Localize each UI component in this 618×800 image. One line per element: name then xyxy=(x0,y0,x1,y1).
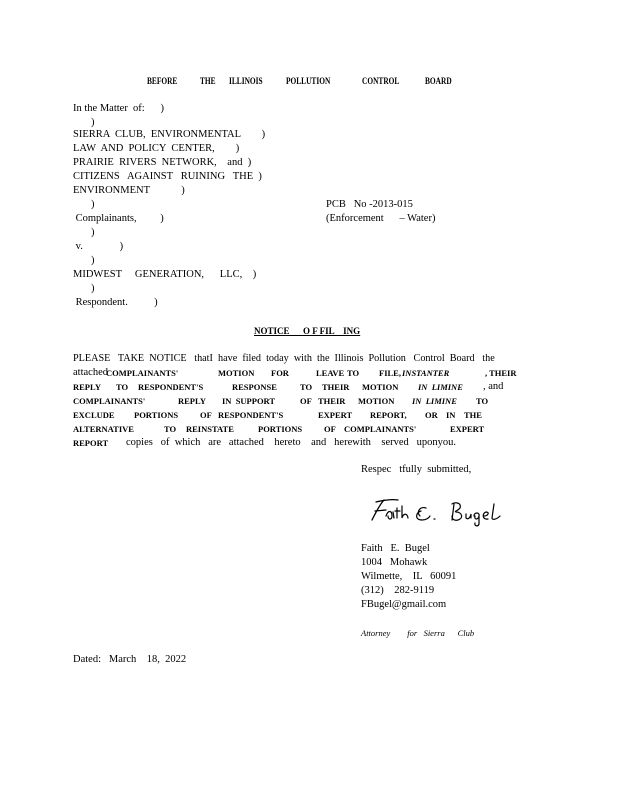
caption-line: ) xyxy=(91,117,95,128)
body-word: IN SUPPORT xyxy=(222,396,276,406)
body-word: TO xyxy=(347,368,360,378)
attorney-for: Attorney for Sierra Club xyxy=(361,628,475,638)
caption-line: MIDWEST GENERATION, LLC, ) xyxy=(73,269,257,280)
body-word: TO xyxy=(116,382,129,392)
caption-line: ) xyxy=(91,199,95,210)
body-word: IN xyxy=(446,410,456,420)
body-word: , THEIR xyxy=(485,368,517,378)
body-word: REPORT, xyxy=(370,410,407,420)
body-word: OF xyxy=(300,396,312,406)
enforcement-type: (Enforcement – Water) xyxy=(326,213,436,224)
body-word: LEAVE xyxy=(316,368,345,378)
header-board: BOARD xyxy=(425,76,452,86)
body-word: THE xyxy=(464,410,482,420)
body-word: REINSTATE xyxy=(186,424,234,434)
caption-line: Respondent. ) xyxy=(73,297,158,308)
caption-line: ) xyxy=(91,283,95,294)
body-word: MOTION xyxy=(362,382,399,392)
header-control: CONTROL xyxy=(362,76,400,86)
body-word: REPLY xyxy=(178,396,207,406)
body-word: OF xyxy=(200,410,212,420)
body-word: IN LIMINE xyxy=(418,382,463,392)
attorney-phone: (312) 282-9119 xyxy=(361,585,435,596)
body-word: IN LIMINE xyxy=(412,396,457,406)
notice-title: NOTICE O F FIL ING xyxy=(254,326,361,336)
body-word: FILE, xyxy=(379,368,401,378)
header-illinois: ILLINOIS xyxy=(229,76,263,86)
body-word: THEIR xyxy=(318,396,346,406)
caption-line: ) xyxy=(91,227,95,238)
body-word: FOR xyxy=(271,368,289,378)
case-number: PCB No -2013-015 xyxy=(326,199,413,210)
caption-line: In the Matter of: ) xyxy=(73,103,164,114)
body-word: EXPERT xyxy=(318,410,353,420)
body-word: TO xyxy=(476,396,489,406)
body-line: copies of which are attached hereto and herewith served uponyou. xyxy=(126,437,457,448)
body-word: TO xyxy=(300,382,313,392)
body-word: EXCLUDE xyxy=(73,410,115,420)
body-word: COMPLAINANTS' xyxy=(106,368,179,378)
header-pollution: POLLUTION xyxy=(286,76,331,86)
body-word: ALTERNATIVE xyxy=(73,424,134,434)
body-word: OF xyxy=(324,424,336,434)
body-line: PLEASE TAKE NOTICE thatI have filed today with the Illinois Pollution Control Board the xyxy=(73,353,495,364)
attorney-email: FBugel@gmail.com xyxy=(361,599,447,610)
body-word: TO xyxy=(164,424,177,434)
body-word: EXPERT xyxy=(450,424,485,434)
body-word: REPLY xyxy=(73,382,102,392)
caption-line: PRAIRIE RIVERS NETWORK, and ) xyxy=(73,157,252,168)
body-word: RESPONDENT'S xyxy=(138,382,204,392)
caption-line: v. ) xyxy=(73,241,124,252)
body-word: RESPONDENT'S xyxy=(218,410,284,420)
signature-image xyxy=(366,494,526,528)
closing-respectfully: Respec tfully submitted, xyxy=(361,464,472,475)
body-word: INSTANTER xyxy=(402,368,450,378)
caption-line: SIERRA CLUB, ENVIRONMENTAL ) xyxy=(73,129,266,140)
body-word: MOTION xyxy=(218,368,255,378)
body-word: PORTIONS xyxy=(258,424,303,434)
body-word: THEIR xyxy=(322,382,350,392)
body-word: attached xyxy=(73,367,108,378)
body-word: , and xyxy=(483,381,504,392)
body-word: COMPLAINANTS' xyxy=(344,424,417,434)
caption-line: ENVIRONMENT ) xyxy=(73,185,185,196)
attorney-city: Wilmette, IL 60091 xyxy=(361,571,457,582)
header-the: THE xyxy=(200,76,216,86)
attorney-name: Faith E. Bugel xyxy=(361,543,430,554)
body-word: PORTIONS xyxy=(134,410,179,420)
caption-line: ) xyxy=(91,255,95,266)
body-word: OR xyxy=(425,410,438,420)
caption-line: CITIZENS AGAINST RUINING THE ) xyxy=(73,171,262,182)
caption-line: Complainants, ) xyxy=(73,213,164,224)
caption-line: LAW AND POLICY CENTER, ) xyxy=(73,143,240,154)
body-word: COMPLAINANTS' xyxy=(73,396,146,406)
dated: Dated: March 18, 2022 xyxy=(73,654,187,665)
attorney-street: 1004 Mohawk xyxy=(361,557,428,568)
header-before: BEFORE xyxy=(147,76,178,86)
body-word: RESPONSE xyxy=(232,382,277,392)
body-word: MOTION xyxy=(358,396,395,406)
body-word: REPORT xyxy=(73,438,109,448)
